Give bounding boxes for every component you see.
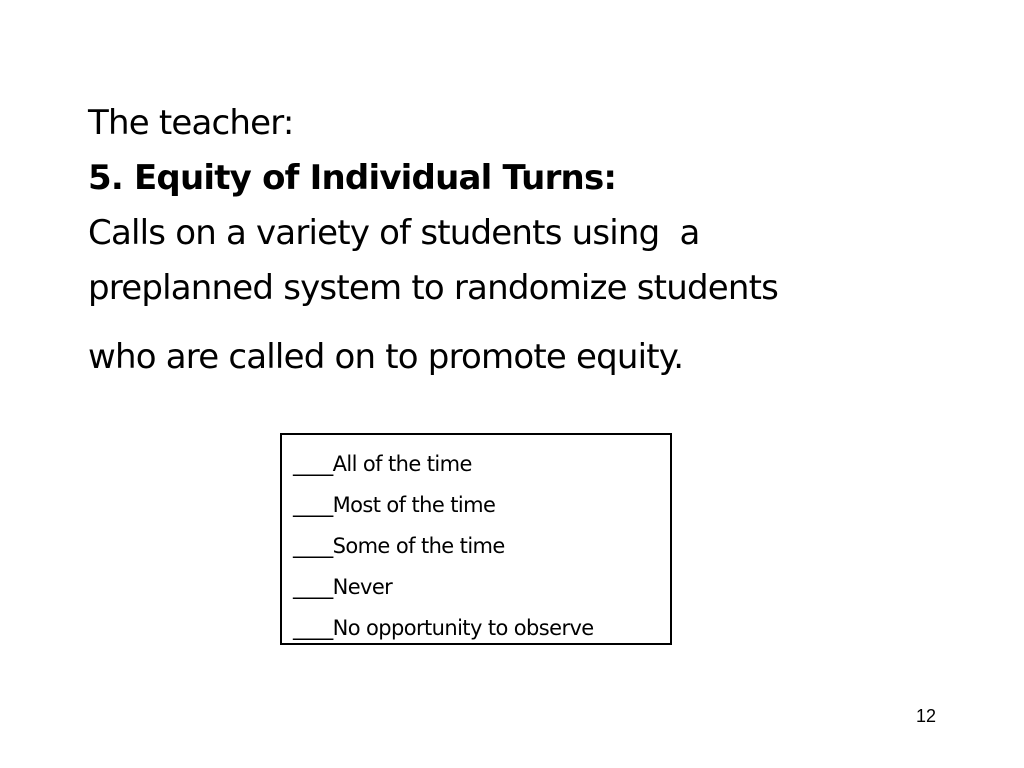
intro-text: The teacher: — [88, 103, 294, 143]
description-line-2: preplanned system to randomize students — [88, 268, 779, 308]
criterion-heading: 5. Equity of Individual Turns: — [88, 158, 617, 198]
rating-option-most: ____Most of the time — [293, 493, 496, 517]
description-line-3: who are called on to promote equity. — [88, 337, 684, 377]
slide-body — [88, 96, 968, 385]
rating-option-no-opportunity: ____No opportunity to observe — [293, 616, 594, 640]
slide-number: 12 — [915, 706, 936, 726]
rating-options-box — [280, 433, 672, 645]
rating-option-some: ____Some of the time — [293, 534, 505, 558]
description-line-1: Calls on a variety of students using a — [88, 213, 700, 253]
rating-option-never: ____Never — [293, 575, 393, 599]
rating-option-all: ____All of the time — [293, 452, 472, 476]
